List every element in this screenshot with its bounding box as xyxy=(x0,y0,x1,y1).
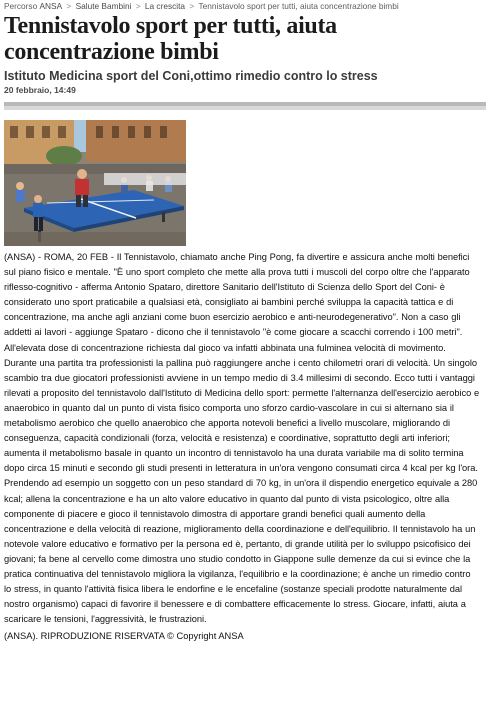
breadcrumb-separator: > xyxy=(66,1,72,11)
breadcrumb-separator: > xyxy=(135,1,141,11)
article-title: Tennistavolo sport per tutti, aiuta concentrazione bimbi xyxy=(4,13,337,65)
ping-pong-photo xyxy=(4,120,186,246)
article-body: (ANSA) - ROMA, 20 FEB - Il Tennistavolo, chiamato anche Ping Pong, fa divertire e assicura anche molti benefici sul piano fisico e mentale. "È uno sport completo che mette alla prova tutti i muscoli del corpo oltre che l'apparato riflesso-cognitivo - afferma Antonio Spataro, direttore Sanitario dell'Istituto di Scienza dello Sport del Coni- è considerato uno sport praticabile a qualsiasi età, consigliato ai bambini perché sviluppa la capacità tattica e di concentrazione, ma anche agli anziani come buon esercizio aerobico e anti-neurodegenerativo". Non a caso gli addetti ai lavori - aggiunge Spataro - dicono che il tennistavolo "è come giocare a scacchi correndo i 100 metri". All'elevata dose di concentrazione richiesta dal gioco va infatti abbinata una fulminea velocità di movimento. Durante una partita tra professionisti la pallina può raggiungere anche i cento chilometri orari di velocità. Un singolo scambio tra due giocatori professionisti avviene in un tempo medio di 3.4 millesimi di secondo. Ecco tutti i vantaggi rilevati a proposito del tennistavolo dall'Istituto di Medicina dello sport: permette l'alternanza dell'esercizio aerobico e anaerobico in quanto dal un punto di vista fisico comporta uno sforzo cardio-vascolare in cui si alternano sia il metabolismo aerobico che quello anaerobico che apporta notevoli benefici a livello muscolare, migliorando di conseguenza, capacità condizionali (forza, velocità e resistenza) e coordinative, soprattutto degli arti inferiori; aumenta il metabolismo basale in quanto un incontro di tennistavolo ha una durata variabile ma di solito termina dopo circa 15 minuti e secondo gli studi presenti in letteratura in un'ora vengono consumati circa 4 kcal per kg l'ora. Prendendo ad esempio un soggetto con un peso standard di 70 kg, in un'ora il dispendio energetico equivale a 280 kcal; allena la concentrazione e ha un alto valore educativo in quanto dal punto di vista psicologico, oltre alla componente di piacere e gioco il tennistavolo dimostra di apportare grandi benefici quali aumento della concentrazione e della velocità di reazione, miglioramento della coordinazione e dell'equilibrio. Il tennistavolo ha un notevole valore educativo e formativo per la persona ed è, pertanto, di grande utilità per lo sviluppo psicofisico dei giovani; fa bene al cervello come dimostra uno studio condotto in Giappone sulle demenze da cui si evince che la pratica continuativa del tennistavolo migliora la vigilanza, l'equilibrio e la coordinazione; è anche un rimedio contro lo stress, in quanto l'attività fisica libera le endorfine e le encefaline (sostanze speciali prodotte naturalmente dal nostro organismo) capaci di favorire il benessere e di combattere efficacemente lo stress. Giocare, infatti, aiuta a scaricare le tensioni, l'aggressività, le frustrazioni. xyxy=(4,252,480,625)
section-divider-band xyxy=(4,102,486,106)
article-photo xyxy=(4,120,186,246)
article-date: 20 febbraio, 14:49 xyxy=(4,85,76,95)
breadcrumb-prefix: Percorso xyxy=(4,1,38,11)
breadcrumb-item-salute-bambini[interactable]: Salute Bambini xyxy=(75,1,132,11)
section-divider xyxy=(4,102,486,110)
article-subtitle: Istituto Medicina sport del Coni,ottimo rimedio contro lo stress xyxy=(4,69,378,83)
breadcrumb-item-current: Tennistavolo sport per tutti, aiuta concentrazione bimbi xyxy=(198,1,399,11)
article-footer: (ANSA). RIPRODUZIONE RISERVATA © Copyright ANSA xyxy=(4,631,244,642)
article-page xyxy=(4,0,486,704)
breadcrumb-item-la-crescita[interactable]: La crescita xyxy=(144,1,186,11)
breadcrumb xyxy=(4,0,486,11)
breadcrumb-separator: > xyxy=(189,1,195,11)
breadcrumb-item-ansa[interactable]: ANSA xyxy=(39,1,63,11)
